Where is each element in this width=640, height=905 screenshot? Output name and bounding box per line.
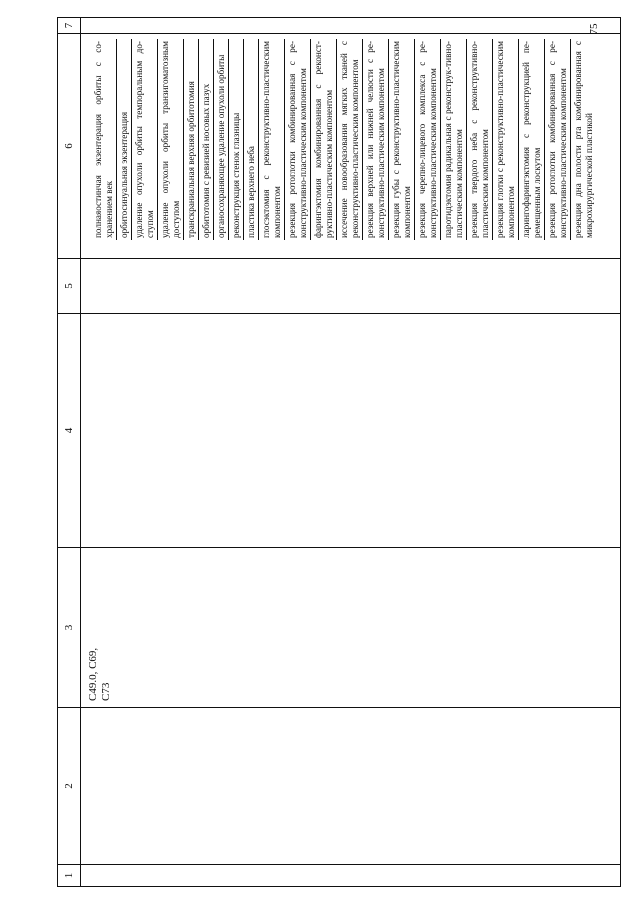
col-2-cell	[81, 707, 620, 864]
procedure-item: резекция губы с реконструктивно-пластическим компонентом	[389, 39, 415, 240]
column-number-5: 5	[58, 258, 80, 313]
procedure-item: реконструкция стенок глазницы	[229, 39, 244, 240]
procedure-item: орбитосинуальная экзентерация	[117, 39, 132, 240]
procedure-item: паротидэктомия радикальная с реконструк-тивно-пластическим компонентом	[441, 39, 467, 240]
column-number-6: 6	[58, 33, 80, 258]
col-3-cell	[81, 547, 620, 707]
diagnosis-codes: C49.0, C69, C73	[87, 647, 112, 701]
procedure-item: глосэктомия с реконструктивно-пластическим компонентом	[259, 39, 285, 240]
procedure-item: резекция ротоглотки комбинированная с ре-конструктивно-пластическим компонентом	[285, 39, 311, 240]
column-number-row	[58, 18, 81, 886]
procedure-item: фарингэктомия комбинированная с реконст-руктивно-пластическим компонентом	[311, 39, 337, 240]
column-number-2: 2	[58, 707, 80, 864]
procedure-item: орбитотомия с ревизией носовых пазух	[199, 39, 214, 240]
page-content	[57, 17, 621, 887]
procedure-item: пластика верхнего неба	[244, 39, 259, 240]
column-number-1: 1	[58, 864, 80, 886]
col-1-cell	[81, 864, 620, 886]
table-body-row	[81, 18, 620, 886]
procedure-item: ларингофарингэктомия с реконструкцией пе-ремещенным лоскутом	[519, 39, 545, 240]
col-7-cell	[81, 18, 620, 33]
column-number-4: 4	[58, 313, 80, 547]
col-5-cell	[81, 258, 620, 313]
procedure-list	[91, 39, 596, 240]
column-number-7: 7	[63, 22, 75, 29]
col-6-cell	[81, 33, 620, 258]
column-number-3: 3	[58, 547, 80, 707]
procedures-table	[57, 17, 621, 887]
procedure-item: полнаяостинчая экзентерация орбиты с со-хранением век	[91, 39, 117, 240]
procedure-item: резекция ротоглотки комбинированная с ре-конструктивно-пластическим компонентом	[545, 39, 571, 240]
page-number: 75	[588, 23, 600, 35]
procedure-item: резекция твердого неба с реконструктивно-пластическим компонентом	[467, 39, 493, 240]
procedure-item: удаление опухоли орбиты темпоральным до-ступом	[132, 39, 158, 240]
procedure-item: транскраниальная верхняя орбитотомия	[184, 39, 199, 240]
col-4-cell	[81, 313, 620, 547]
procedure-item: иссечение новообразования мягких тканей с реконструктивно-пластическим компонентом	[337, 39, 363, 240]
procedure-item: резекция верхней или нижней челюсти с ре-конструктивно-пластическим компонентом	[363, 39, 389, 240]
procedure-item: резекция глотки с реконструктивно-пластическим компонентом	[493, 39, 519, 240]
procedure-item: органосохраняющее удаление опухоли орбиты	[214, 39, 229, 240]
procedure-item: резекция дна полости рта комбинированная с микрохирургической пластикой	[573, 41, 594, 238]
procedure-item: удаление опухоли орбиты транзигоматозным доступом	[158, 39, 184, 240]
procedure-item: резекция черепно-лицевого комплекса с ре-конструктивно-пластическим компонентом	[415, 39, 441, 240]
